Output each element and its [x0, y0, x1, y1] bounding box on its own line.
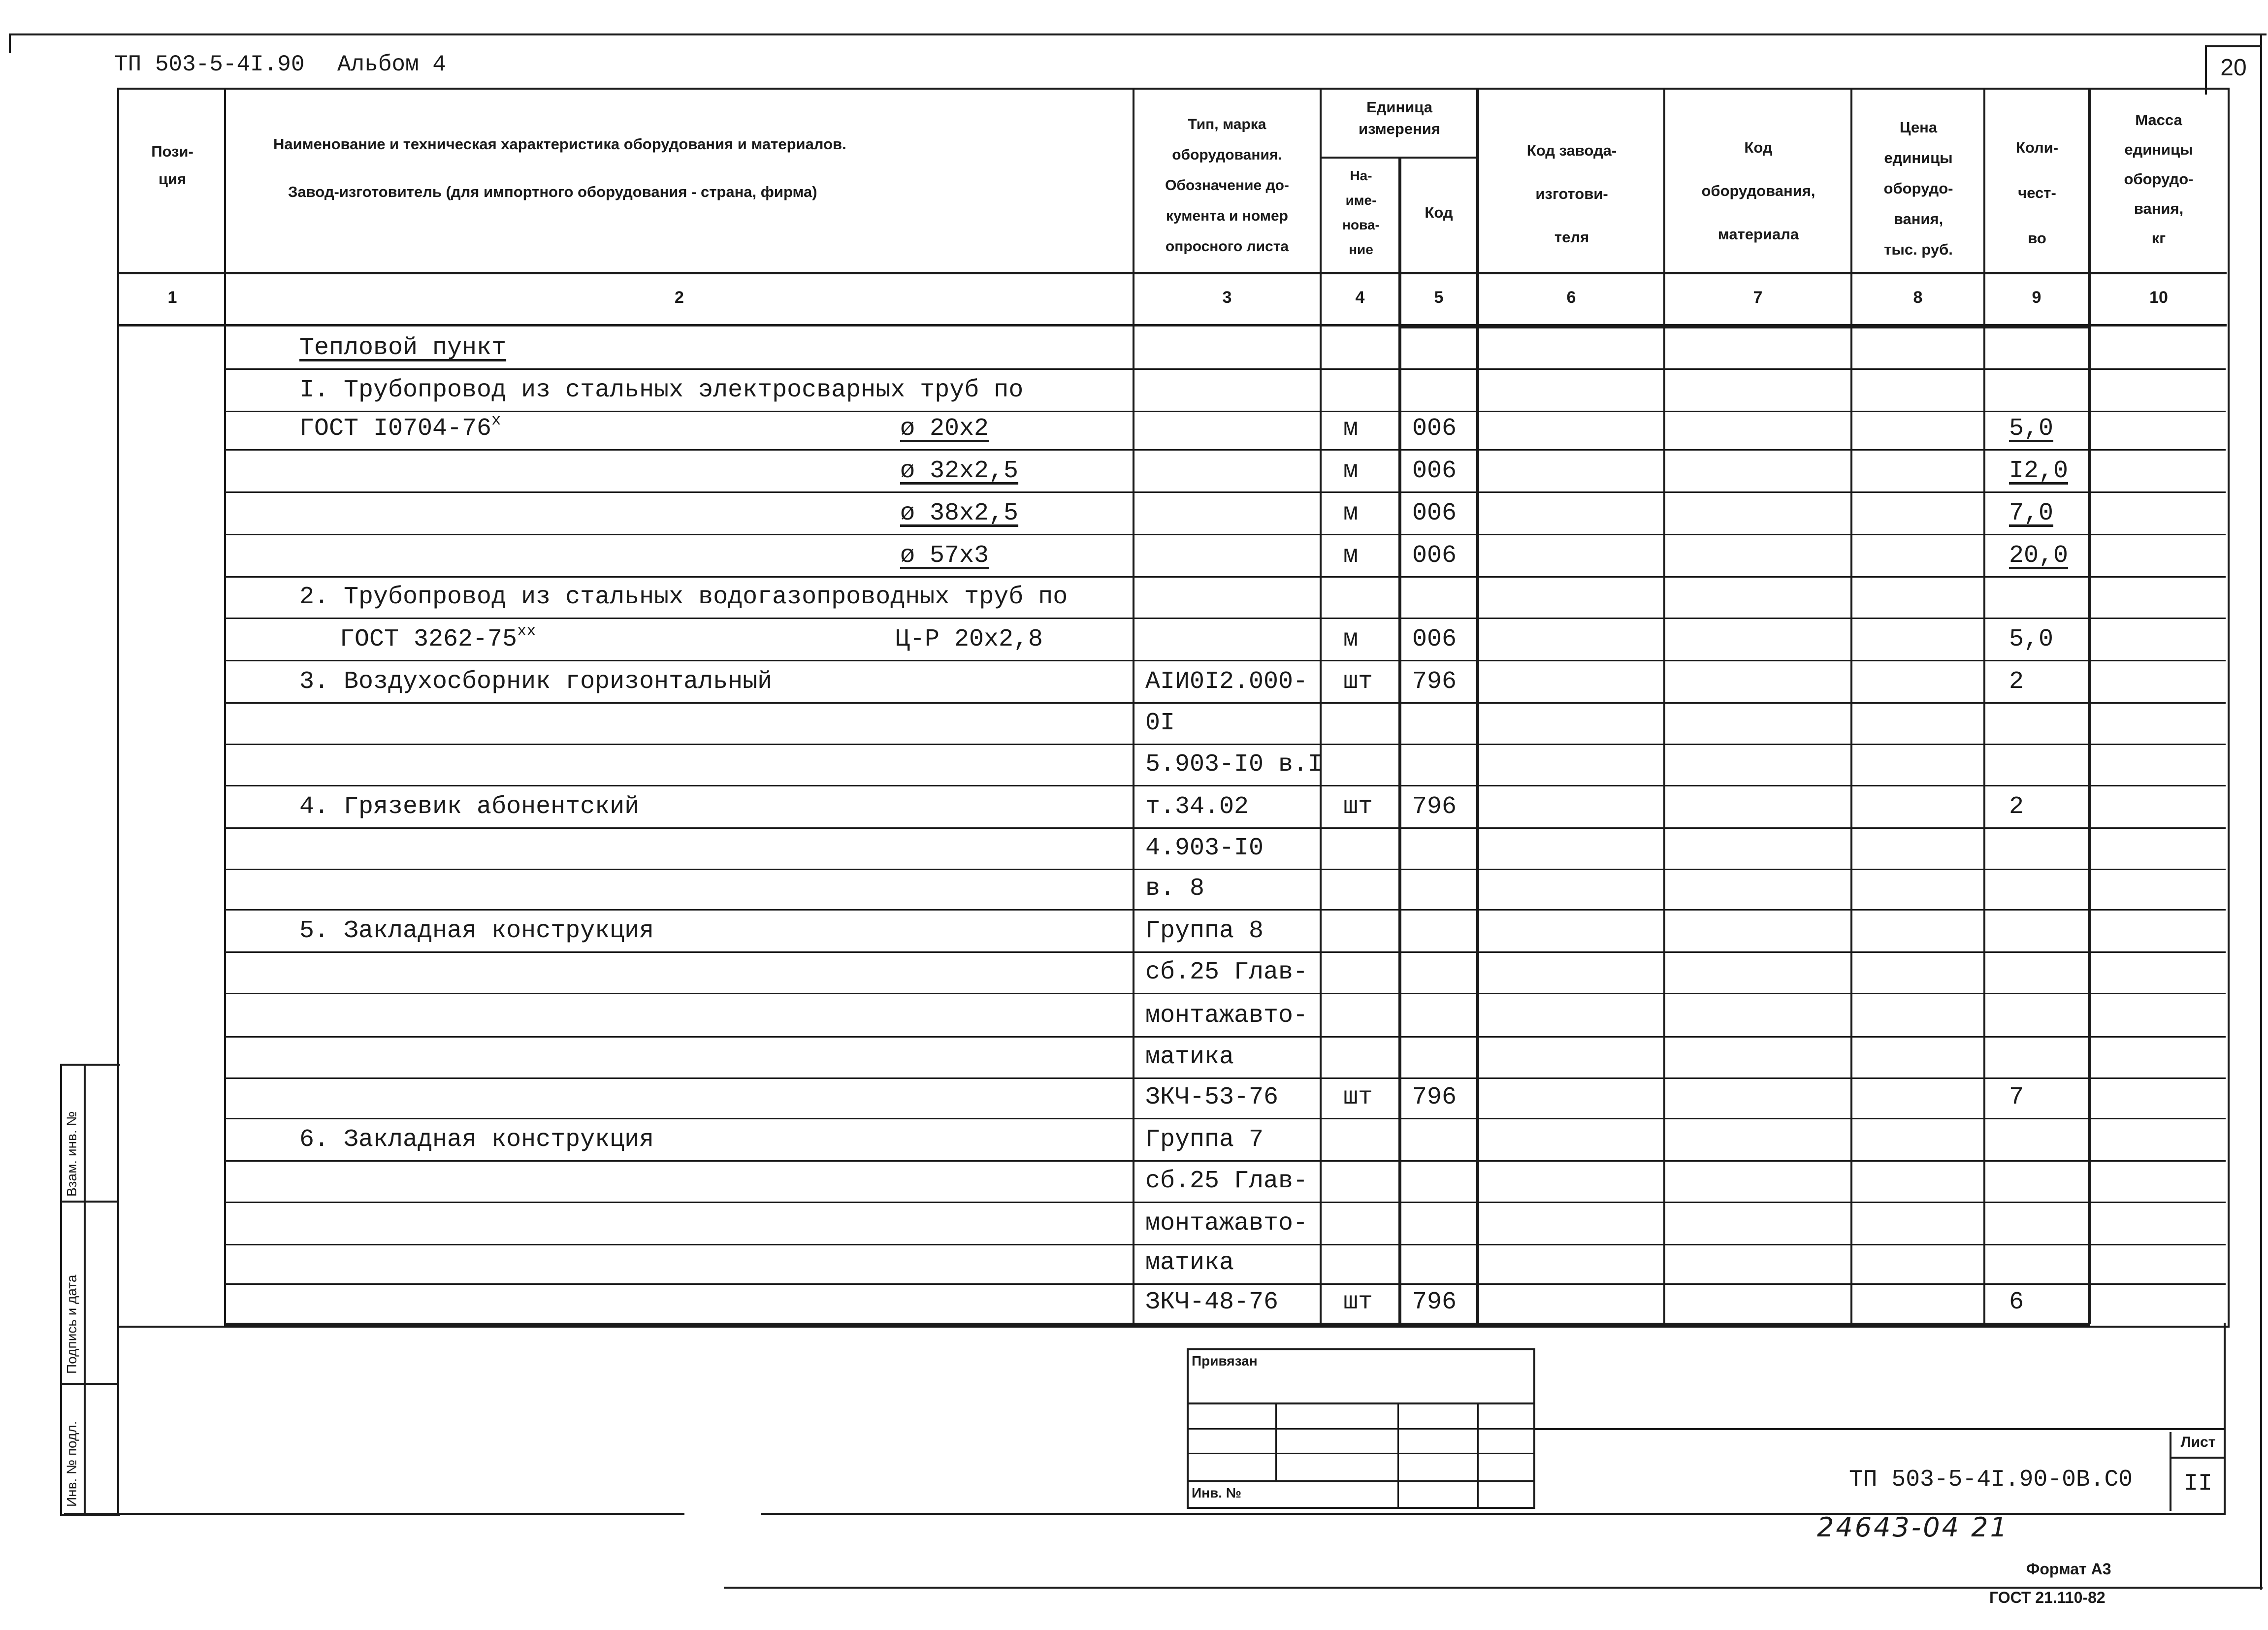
item-name: Тепловой пункт	[299, 334, 507, 362]
item-unit: м	[1343, 542, 1359, 570]
gost-label: ГОСТ 21.110-82	[1989, 1589, 2106, 1606]
left-tick	[9, 33, 11, 53]
item-size: ø 32x2,5	[900, 457, 1019, 485]
item-doc: АIИ0I2.000-	[1145, 668, 1308, 696]
col-number-2: 2	[675, 288, 684, 307]
item-name: ГОСТ I0704-76$^x$	[299, 411, 501, 443]
col-number-9: 9	[2032, 288, 2041, 307]
item-doc: монтажавто-	[1145, 1209, 1308, 1238]
data-area-top-thick	[1399, 326, 2089, 328]
row-separator	[224, 449, 2226, 451]
stamp-bottom-line	[64, 1513, 684, 1515]
col-number-10: 10	[2149, 288, 2168, 307]
row-separator	[224, 1283, 2226, 1285]
privyazan-row-2	[1187, 1428, 1535, 1430]
album-label: Альбом 4	[337, 52, 446, 77]
col-header-equipment-code: Код оборудования, материала	[1701, 139, 1815, 243]
item-doc: 4.903-I0	[1145, 834, 1264, 862]
data-area-bottom	[224, 1323, 2090, 1326]
row-separator	[224, 744, 2226, 745]
col-header-price: Цена единицы оборудо- вания, тыс. руб.	[1883, 119, 1953, 258]
item-size: ø 57x3	[900, 542, 989, 570]
item-doc: т.34.02	[1145, 793, 1249, 821]
row-separator	[224, 1202, 2226, 1203]
item-doc: в. 8	[1145, 875, 1205, 903]
col-header-unit-group-text: Единица измерения	[1359, 98, 1440, 137]
handwritten-number: 24643-04 21	[1817, 1512, 2009, 1543]
privyazan-label: Привязан	[1192, 1353, 1258, 1369]
item-quantity: 7	[2009, 1083, 2024, 1111]
item-doc: 0I	[1145, 709, 1175, 737]
item-code: 006	[1412, 542, 1457, 570]
item-code: 006	[1412, 415, 1457, 443]
item-unit: м	[1343, 457, 1359, 485]
item-name-superscript: x	[491, 411, 501, 429]
item-code: 006	[1412, 499, 1457, 527]
sheet-value: II	[2184, 1470, 2212, 1497]
side-stamp-row-2	[60, 1383, 118, 1385]
item-code: 796	[1412, 1083, 1457, 1111]
item-quantity: 20,0	[2009, 542, 2069, 570]
col-number-3: 3	[1222, 288, 1232, 307]
col-number-8: 8	[1913, 288, 1923, 307]
top-frame-line	[9, 33, 2267, 35]
item-quantity: 5,0	[2009, 415, 2054, 443]
item-code: 796	[1412, 1288, 1457, 1316]
col-number-5: 5	[1434, 288, 1444, 307]
doc-title: ТП 503-5-4I.90	[114, 52, 305, 77]
format-label: Формат А3	[2026, 1560, 2111, 1578]
unit-group-line	[1320, 157, 1477, 159]
item-quantity: 7,0	[2009, 499, 2054, 527]
item-code: 006	[1412, 457, 1457, 485]
item-unit: шт	[1343, 1288, 1373, 1316]
row-separator	[224, 1036, 2226, 1038]
item-doc: Группа 7	[1145, 1126, 1264, 1154]
row-separator	[224, 951, 2226, 953]
row-separator	[224, 618, 2226, 619]
item-unit: м	[1343, 499, 1359, 527]
side-label-vzam-inv: Взам. инв. №	[64, 1111, 79, 1197]
item-code: 006	[1412, 625, 1457, 653]
sheet-box-divider	[2170, 1457, 2225, 1459]
right-frame-line	[2260, 33, 2262, 1590]
col-header-mass: Масса единицы оборудо- вания, кг	[2124, 111, 2194, 247]
item-doc: матика	[1145, 1249, 1234, 1277]
col-number-7: 7	[1753, 288, 1763, 307]
privyazan-row-1	[1187, 1402, 1535, 1404]
row-separator	[224, 1077, 2226, 1079]
col-line-4	[1398, 157, 1401, 1324]
item-name: ГОСТ 3262-75$^{xx}$	[340, 622, 536, 653]
item-doc: 5.903-I0 в.I	[1145, 750, 1323, 779]
item-quantity: I2,0	[2009, 457, 2069, 485]
row-separator	[224, 576, 2226, 578]
item-name: 5. Закладная конструкция	[299, 917, 654, 945]
col-header-unit-name: На- име- нова- ние	[1342, 168, 1380, 257]
col-header-position: Пози- ция	[151, 143, 194, 188]
privyazan-col-1	[1275, 1402, 1277, 1481]
item-unit: м	[1343, 625, 1359, 653]
row-separator	[224, 1244, 2226, 1245]
item-quantity: 6	[2009, 1288, 2024, 1316]
item-code: 796	[1412, 793, 1457, 821]
inv-no-label: Инв. №	[1192, 1485, 1242, 1500]
item-doc: ЗКЧ-53-76	[1145, 1083, 1279, 1111]
row-separator	[224, 491, 2226, 493]
privyazan-col-3	[1477, 1402, 1479, 1507]
item-size: Ц-Р 20х2,8	[895, 625, 1043, 653]
item-name: 6. Закладная конструкция	[299, 1126, 654, 1154]
item-quantity: 5,0	[2009, 625, 2054, 653]
item-doc: Группа 8	[1145, 917, 1264, 945]
item-doc: сб.25 Глав-	[1145, 1167, 1308, 1195]
row-separator	[224, 827, 2226, 829]
col-header-name-line2: Завод-изготовитель (для импортного оборудования - страна, фирма)	[288, 183, 817, 200]
privyazan-col-2	[1397, 1402, 1399, 1507]
item-name-superscript: xx	[517, 622, 536, 640]
side-label-podpis: Подпись и дата	[64, 1274, 79, 1374]
side-stamp-divider	[84, 1064, 86, 1513]
item-code: 796	[1412, 668, 1457, 696]
row-separator	[224, 785, 2226, 786]
item-unit: м	[1343, 415, 1359, 443]
row-separator	[224, 534, 2226, 535]
col-header-doc: Тип, марка оборудования. Обозначение до- кумента и номер опросного листа	[1165, 116, 1289, 255]
page-number: 20	[2220, 55, 2247, 81]
col-number-1: 1	[167, 288, 177, 307]
item-quantity: 2	[2009, 793, 2024, 821]
col-number-6: 6	[1566, 288, 1576, 307]
item-unit: шт	[1343, 668, 1373, 696]
document-code: ТП 503-5-4I.90-0В.С0	[1849, 1467, 2133, 1493]
row-separator	[224, 1160, 2226, 1162]
col-header-name-line1: Наименование и техническая характеристика оборудования и материалов.	[273, 135, 846, 153]
item-unit: шт	[1343, 793, 1373, 821]
side-stamp-row-1	[60, 1201, 118, 1203]
row-separator	[224, 993, 2226, 994]
row-separator	[224, 368, 2226, 370]
privyazan-row-4	[1187, 1480, 1535, 1482]
item-name: 4. Грязевик абонентский	[299, 793, 640, 821]
col-number-4: 4	[1355, 288, 1365, 307]
item-name: I. Трубопровод из стальных электросварных труб по	[299, 376, 1024, 404]
row-separator	[224, 1118, 2226, 1119]
item-name: 3. Воздухосборник горизонтальный	[299, 668, 773, 696]
header-bottom-line	[117, 272, 2227, 274]
col-header-unit-code: Код	[1425, 204, 1453, 221]
col-header-quantity: Коли- чест- во	[2015, 139, 2059, 247]
row-separator	[224, 909, 2226, 911]
item-doc: матика	[1145, 1043, 1234, 1071]
side-label-inv-podl: Инв. № подл.	[64, 1421, 79, 1507]
item-doc: ЗКЧ-48-76	[1145, 1288, 1279, 1316]
row-separator	[224, 869, 2226, 870]
sheet-label: Лист	[2180, 1434, 2216, 1450]
item-unit: шт	[1343, 1083, 1373, 1111]
item-size: ø 20x2	[900, 415, 989, 443]
privyazan-row-3	[1187, 1453, 1535, 1454]
row-separator	[224, 660, 2226, 661]
title-block-top	[1534, 1428, 2226, 1430]
item-name: 2. Трубопровод из стальных водогазопроводных труб по	[299, 583, 1068, 611]
item-doc: монтажавто-	[1145, 1002, 1308, 1030]
item-doc: сб.25 Глав-	[1145, 958, 1308, 986]
item-quantity: 2	[2009, 668, 2024, 696]
row-separator	[224, 702, 2226, 704]
col-header-factory-code: Код завода- изготови- теля	[1526, 142, 1617, 246]
item-size: ø 38x2,5	[900, 499, 1019, 527]
row-separator	[224, 411, 2226, 412]
